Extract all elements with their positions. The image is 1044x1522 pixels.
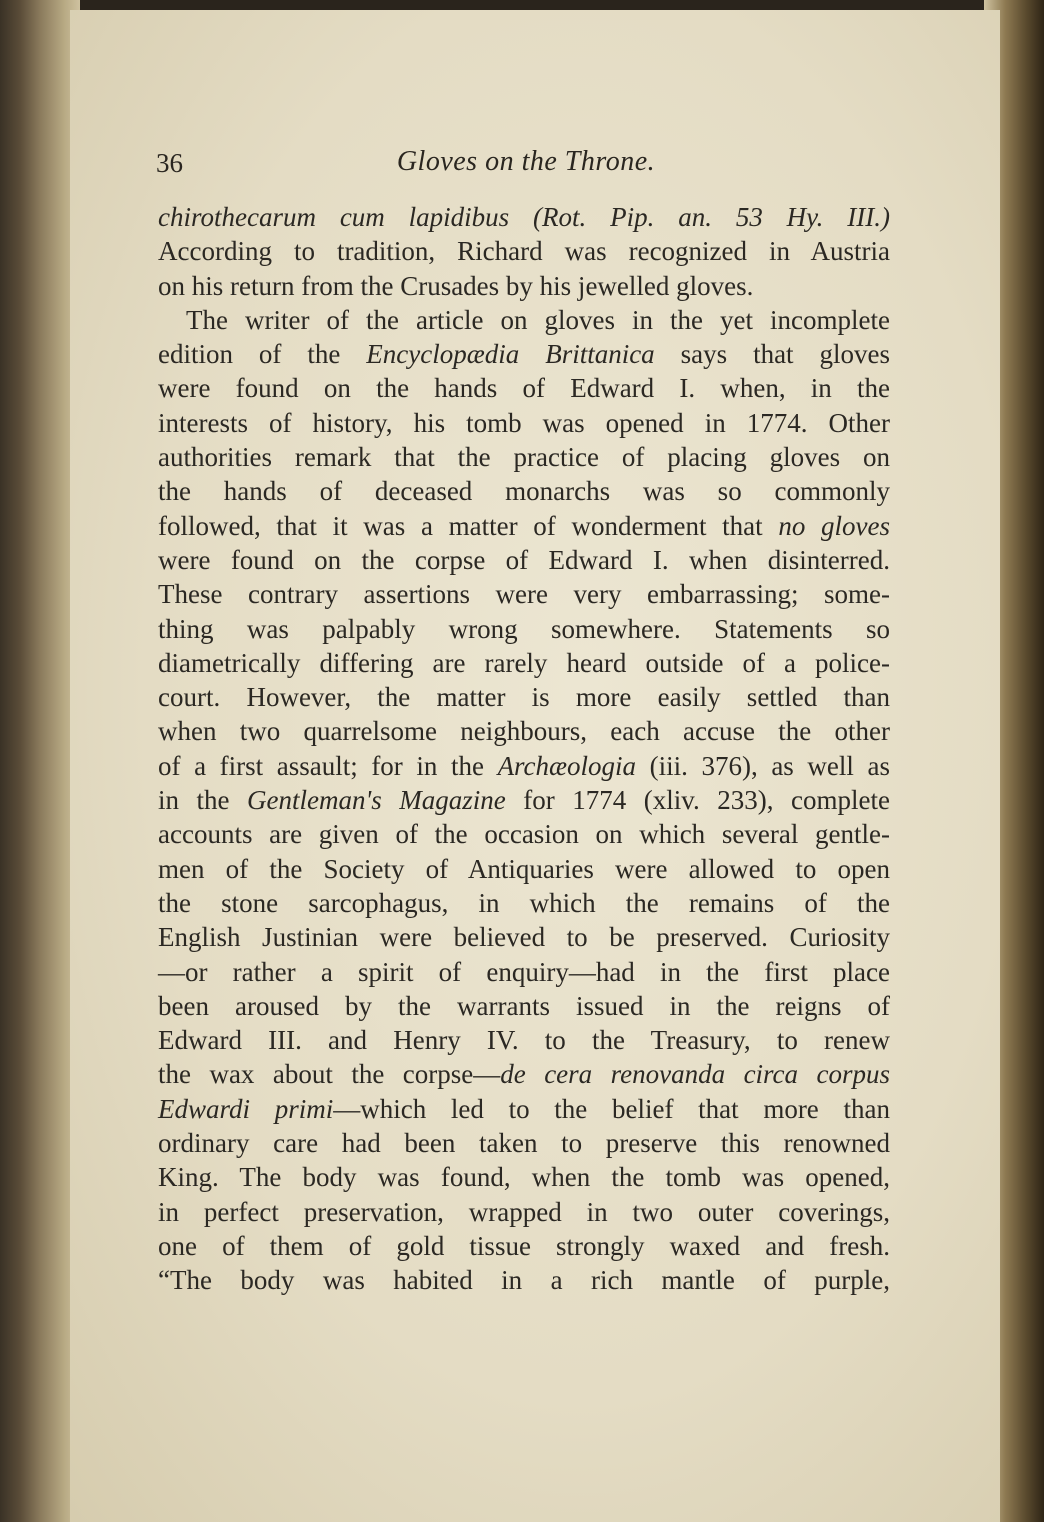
italic-text: no gloves: [778, 510, 890, 541]
text-line: [158, 509, 890, 543]
text-span: diametrically differing are rarely heard outside of a police-: [158, 647, 890, 678]
text-line: [158, 337, 890, 371]
text-span: followed, that it was a matter of wonderment that: [158, 510, 779, 541]
text-span: King. The body was found, when the tomb was opened,: [158, 1162, 890, 1193]
text-line: [158, 543, 890, 577]
text-line: [158, 749, 890, 783]
italic-text: chirothecarum cum lapidibus (Rot. Pip. an. 53 Hy. III.): [158, 202, 890, 232]
text-line: [158, 1126, 890, 1160]
text-span: one of them of gold tissue strongly waxed and fresh.: [158, 1230, 890, 1261]
text-line: [158, 817, 890, 851]
text-span: Edward III. and Henry IV. to the Treasury, to renew: [158, 1025, 890, 1056]
text-line: [158, 920, 890, 954]
text-span: on his return from the Crusades by his jewelled gloves.: [158, 270, 754, 301]
text-line: [158, 269, 890, 303]
text-line: [158, 440, 890, 474]
text-span: The writer of the article on gloves in the yet incomplete: [186, 304, 890, 335]
text-span: were found on the corpse of Edward I. when disinterred.: [158, 544, 890, 575]
text-line: [158, 783, 890, 817]
text-span: were found on the hands of Edward I. when, in the: [158, 373, 890, 404]
text-line: [158, 714, 890, 748]
text-span: accounts are given of the occasion on which several gentle-: [158, 819, 890, 850]
text-span: court. However, the matter is more easily settled than: [158, 682, 890, 713]
text-line: [158, 1160, 890, 1194]
text-line: [158, 955, 890, 989]
text-span: for 1774 (xliv. 233), complete: [505, 785, 890, 816]
text-line: [158, 1092, 890, 1126]
italic-text: Archæologia: [497, 750, 637, 781]
text-span: the wax about the corpse—: [158, 1059, 501, 1090]
text-span: the hands of deceased monarchs was so commonly: [158, 476, 890, 507]
text-line: [158, 612, 890, 646]
text-line: [158, 303, 890, 337]
page-number: 36: [156, 148, 183, 178]
text-line: [158, 886, 890, 920]
text-span: “The body was habited in a rich mantle of purple,: [158, 1265, 890, 1296]
italic-text: Gentleman's Magazine: [247, 785, 506, 816]
text-line: [158, 371, 890, 405]
italic-text: de cera renovanda circa corpus: [500, 1059, 890, 1090]
text-span: been aroused by the warrants issued in the reigns of: [158, 990, 890, 1021]
text-span: ordinary care had been taken to preserve this renowned: [158, 1128, 890, 1159]
text-line: [158, 1229, 890, 1263]
text-span: thing was palpably wrong somewhere. Statements so: [158, 613, 890, 644]
text-line: [158, 989, 890, 1023]
text-span: —or rather a spirit of enquiry—had in the first place: [158, 956, 890, 987]
text-span: English Justinian were believed to be preserved. Curiosity: [158, 922, 890, 953]
text-span: the stone sarcophagus, in which the remains of the: [158, 887, 890, 918]
text-line: [158, 852, 890, 886]
text-line: [158, 646, 890, 680]
text-span: men of the Society of Antiquaries were allowed to open: [158, 853, 890, 884]
body-text: [158, 200, 890, 1298]
text-span: interests of history, his tomb was opened in 1774. Other: [158, 407, 890, 438]
text-line: [158, 1057, 890, 1091]
running-title: Gloves on the Throne.: [396, 146, 656, 177]
text-span: in perfect preservation, wrapped in two outer coverings,: [158, 1196, 890, 1227]
book-spine: [0, 0, 80, 1522]
text-line: [158, 474, 890, 508]
text-line: [158, 1023, 890, 1057]
text-span: —which led to the belief that more than: [333, 1093, 890, 1124]
page-header: [156, 140, 896, 190]
text-span: when two quarrelsome neighbours, each accuse the other: [158, 716, 890, 747]
text-line: [158, 406, 890, 440]
text-span: says that gloves: [654, 339, 890, 370]
text-line: [158, 200, 890, 234]
text-span: in the: [158, 785, 248, 816]
text-line: [158, 680, 890, 714]
text-line: [158, 577, 890, 611]
italic-text: Edwardi primi: [158, 1093, 334, 1124]
text-span: of a first assault; for in the: [158, 750, 498, 781]
text-line: [158, 234, 890, 268]
text-span: (iii. 376), as well as: [636, 750, 890, 781]
text-line: [158, 1263, 890, 1297]
text-line: [158, 1195, 890, 1229]
text-span: edition of the: [158, 339, 367, 370]
text-span: These contrary assertions were very embarrassing; some-: [158, 579, 890, 610]
text-span: authorities remark that the practice of placing gloves on: [158, 442, 890, 473]
text-span: According to tradition, Richard was recognized in Austria: [158, 236, 890, 267]
italic-text: Encyclopædia Brittanica: [366, 339, 655, 370]
